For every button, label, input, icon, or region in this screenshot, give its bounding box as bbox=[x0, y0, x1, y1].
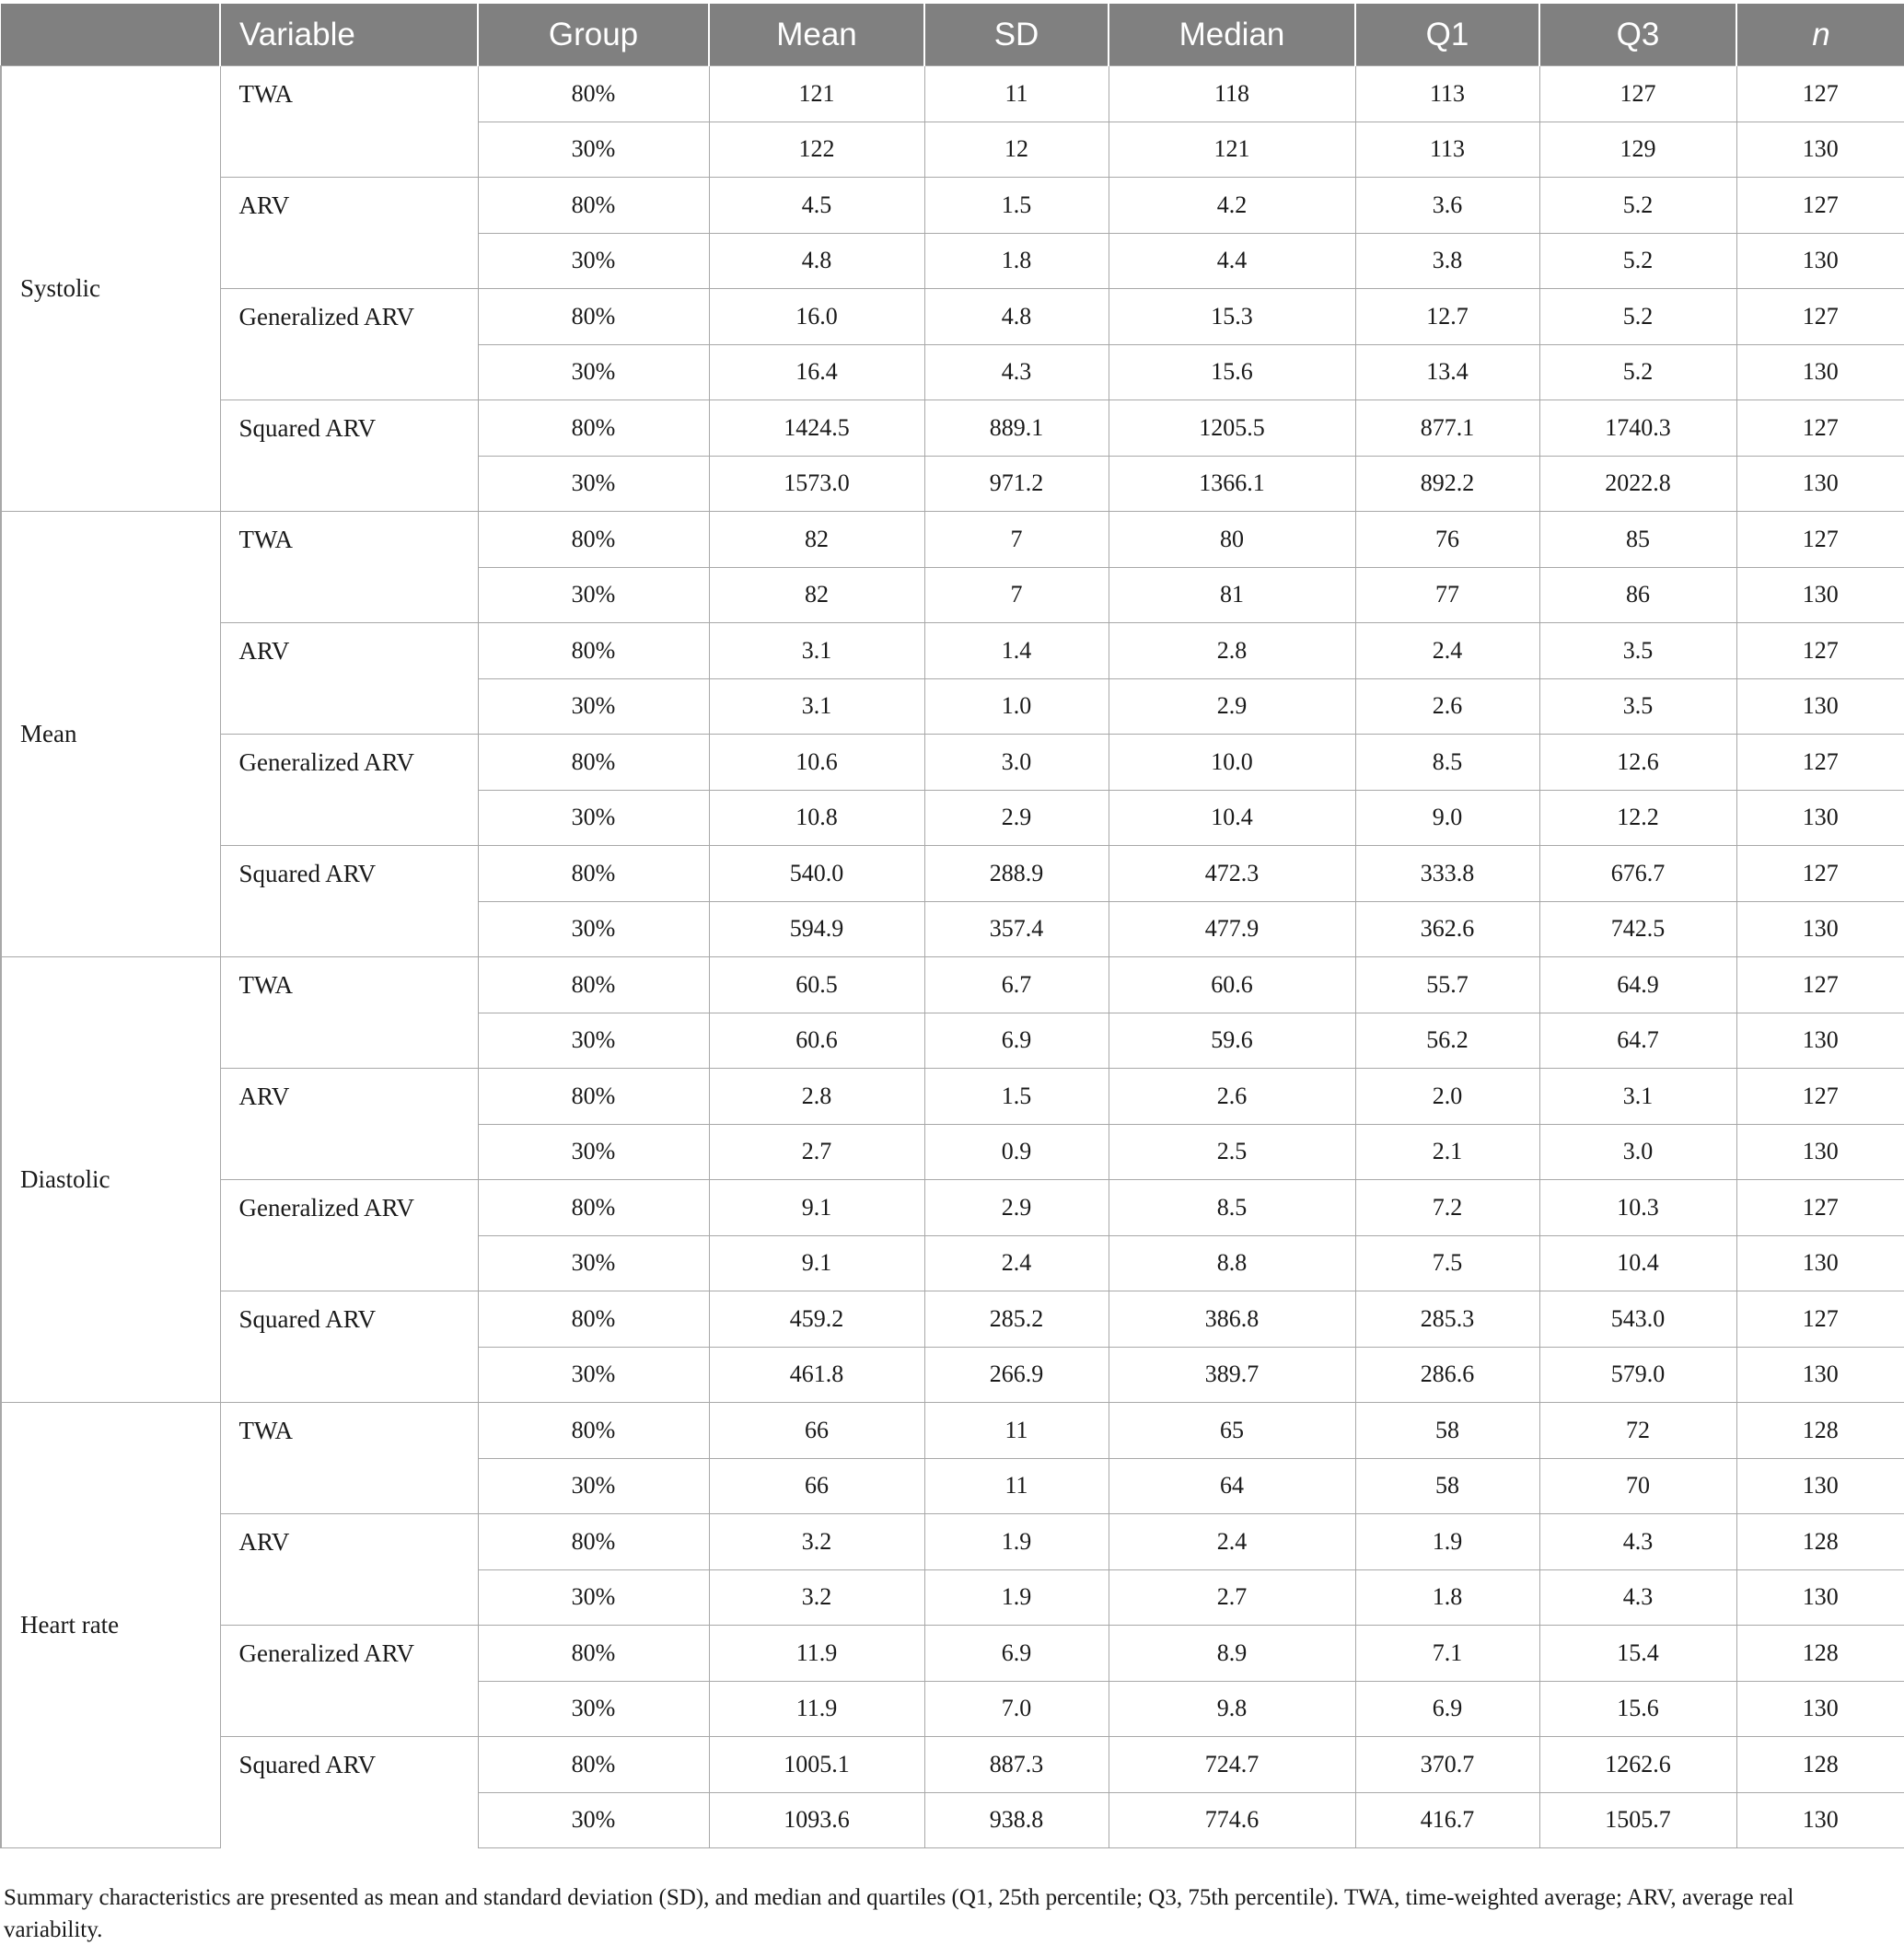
mean-cell: 1424.5 bbox=[709, 400, 924, 457]
median-cell: 4.2 bbox=[1109, 178, 1355, 234]
median-cell: 65 bbox=[1109, 1403, 1355, 1459]
median-cell: 724.7 bbox=[1109, 1737, 1355, 1793]
median-cell: 9.8 bbox=[1109, 1681, 1355, 1737]
mean-cell: 60.5 bbox=[709, 957, 924, 1013]
group-cell: 80% bbox=[478, 400, 709, 457]
mean-cell: 1573.0 bbox=[709, 456, 924, 512]
q3-cell: 5.2 bbox=[1539, 289, 1736, 345]
mean-cell: 66 bbox=[709, 1403, 924, 1459]
n-cell: 130 bbox=[1736, 1458, 1904, 1514]
q1-cell: 2.0 bbox=[1355, 1069, 1539, 1125]
table-row bbox=[1, 1069, 1904, 1125]
q3-cell: 3.0 bbox=[1539, 1124, 1736, 1180]
n-cell: 130 bbox=[1736, 678, 1904, 735]
n-cell: 127 bbox=[1736, 1291, 1904, 1348]
median-cell: 389.7 bbox=[1109, 1347, 1355, 1403]
q1-cell: 892.2 bbox=[1355, 456, 1539, 512]
table-row bbox=[1, 289, 1904, 345]
group-cell: 30% bbox=[478, 901, 709, 957]
subgroup-cell: Generalized ARV bbox=[220, 289, 478, 400]
median-cell: 64 bbox=[1109, 1458, 1355, 1514]
table-row bbox=[1, 1291, 1904, 1348]
n-cell: 127 bbox=[1736, 1180, 1904, 1236]
category-cell: Heart rate bbox=[1, 1403, 220, 1848]
sd-cell: 938.8 bbox=[924, 1792, 1109, 1848]
n-cell: 130 bbox=[1736, 1792, 1904, 1848]
header-row bbox=[1, 4, 1904, 66]
group-cell: 30% bbox=[478, 1347, 709, 1403]
group-cell: 80% bbox=[478, 512, 709, 568]
n-cell: 130 bbox=[1736, 233, 1904, 289]
median-cell: 2.4 bbox=[1109, 1514, 1355, 1570]
n-cell: 130 bbox=[1736, 344, 1904, 400]
sd-cell: 7.0 bbox=[924, 1681, 1109, 1737]
q3-cell: 4.3 bbox=[1539, 1514, 1736, 1570]
table-row bbox=[1, 623, 1904, 679]
group-cell: 30% bbox=[478, 1792, 709, 1848]
median-cell: 4.4 bbox=[1109, 233, 1355, 289]
sd-cell: 3.0 bbox=[924, 735, 1109, 791]
sd-cell: 4.8 bbox=[924, 289, 1109, 345]
sd-cell: 6.9 bbox=[924, 1626, 1109, 1682]
category-cell: Diastolic bbox=[1, 957, 220, 1403]
q1-cell: 77 bbox=[1355, 567, 1539, 623]
n-cell: 127 bbox=[1736, 623, 1904, 679]
summary-table bbox=[0, 4, 1904, 1848]
sd-cell: 1.5 bbox=[924, 178, 1109, 234]
q1-cell: 8.5 bbox=[1355, 735, 1539, 791]
group-cell: 80% bbox=[478, 1291, 709, 1348]
mean-cell: 10.8 bbox=[709, 790, 924, 846]
subgroup-cell: Squared ARV bbox=[220, 1291, 478, 1403]
group-cell: 30% bbox=[478, 122, 709, 178]
group-cell: 80% bbox=[478, 957, 709, 1013]
group-cell: 80% bbox=[478, 623, 709, 679]
q3-cell: 85 bbox=[1539, 512, 1736, 568]
mean-cell: 3.1 bbox=[709, 623, 924, 679]
group-cell: 30% bbox=[478, 1235, 709, 1291]
table-row bbox=[1, 1626, 1904, 1682]
sd-cell: 11 bbox=[924, 1403, 1109, 1459]
sd-cell: 2.9 bbox=[924, 790, 1109, 846]
subgroup-cell: Generalized ARV bbox=[220, 1626, 478, 1737]
header-blank bbox=[1, 4, 220, 66]
table-row bbox=[1, 957, 1904, 1013]
n-cell: 130 bbox=[1736, 1013, 1904, 1069]
q3-cell: 676.7 bbox=[1539, 846, 1736, 902]
group-cell: 80% bbox=[478, 735, 709, 791]
q1-cell: 7.5 bbox=[1355, 1235, 1539, 1291]
median-cell: 774.6 bbox=[1109, 1792, 1355, 1848]
subgroup-cell: Squared ARV bbox=[220, 846, 478, 957]
mean-cell: 4.8 bbox=[709, 233, 924, 289]
group-cell: 80% bbox=[478, 846, 709, 902]
q1-cell: 55.7 bbox=[1355, 957, 1539, 1013]
group-cell: 80% bbox=[478, 66, 709, 122]
table-row bbox=[1, 1180, 1904, 1236]
table-row bbox=[1, 400, 1904, 457]
q3-cell: 5.2 bbox=[1539, 344, 1736, 400]
subgroup-cell: TWA bbox=[220, 66, 478, 178]
q1-cell: 9.0 bbox=[1355, 790, 1539, 846]
mean-cell: 2.8 bbox=[709, 1069, 924, 1125]
q3-cell: 742.5 bbox=[1539, 901, 1736, 957]
q1-cell: 3.6 bbox=[1355, 178, 1539, 234]
mean-cell: 540.0 bbox=[709, 846, 924, 902]
median-cell: 1205.5 bbox=[1109, 400, 1355, 457]
table-row bbox=[1, 1403, 1904, 1459]
sd-cell: 6.7 bbox=[924, 957, 1109, 1013]
mean-cell: 122 bbox=[709, 122, 924, 178]
sd-cell: 11 bbox=[924, 66, 1109, 122]
table-row bbox=[1, 512, 1904, 568]
n-cell: 127 bbox=[1736, 957, 1904, 1013]
mean-cell: 16.4 bbox=[709, 344, 924, 400]
median-cell: 8.9 bbox=[1109, 1626, 1355, 1682]
q1-cell: 13.4 bbox=[1355, 344, 1539, 400]
q3-cell: 3.5 bbox=[1539, 623, 1736, 679]
mean-cell: 82 bbox=[709, 567, 924, 623]
subgroup-cell: ARV bbox=[220, 1069, 478, 1180]
sd-cell: 11 bbox=[924, 1458, 1109, 1514]
table-row bbox=[1, 846, 1904, 902]
sd-cell: 7 bbox=[924, 567, 1109, 623]
sd-cell: 0.9 bbox=[924, 1124, 1109, 1180]
q3-cell: 86 bbox=[1539, 567, 1736, 623]
sd-cell: 1.5 bbox=[924, 1069, 1109, 1125]
n-cell: 130 bbox=[1736, 1347, 1904, 1403]
q1-cell: 2.4 bbox=[1355, 623, 1539, 679]
table-body bbox=[1, 66, 1904, 1848]
n-cell: 127 bbox=[1736, 66, 1904, 122]
group-cell: 80% bbox=[478, 1626, 709, 1682]
q1-cell: 113 bbox=[1355, 66, 1539, 122]
q1-cell: 113 bbox=[1355, 122, 1539, 178]
sd-cell: 6.9 bbox=[924, 1013, 1109, 1069]
n-cell: 128 bbox=[1736, 1737, 1904, 1793]
median-cell: 8.5 bbox=[1109, 1180, 1355, 1236]
subgroup-cell: TWA bbox=[220, 512, 478, 623]
n-cell: 127 bbox=[1736, 289, 1904, 345]
q1-cell: 12.7 bbox=[1355, 289, 1539, 345]
n-cell: 127 bbox=[1736, 400, 1904, 457]
median-cell: 1366.1 bbox=[1109, 456, 1355, 512]
group-cell: 30% bbox=[478, 567, 709, 623]
data-table-container bbox=[0, 4, 1904, 1848]
median-cell: 2.6 bbox=[1109, 1069, 1355, 1125]
q3-cell: 543.0 bbox=[1539, 1291, 1736, 1348]
median-cell: 118 bbox=[1109, 66, 1355, 122]
mean-cell: 121 bbox=[709, 66, 924, 122]
header-mean: Mean bbox=[709, 4, 924, 66]
n-cell: 130 bbox=[1736, 567, 1904, 623]
q3-cell: 3.1 bbox=[1539, 1069, 1736, 1125]
group-cell: 30% bbox=[478, 1124, 709, 1180]
mean-cell: 4.5 bbox=[709, 178, 924, 234]
sd-cell: 4.3 bbox=[924, 344, 1109, 400]
median-cell: 81 bbox=[1109, 567, 1355, 623]
sd-cell: 2.9 bbox=[924, 1180, 1109, 1236]
q1-cell: 56.2 bbox=[1355, 1013, 1539, 1069]
n-cell: 130 bbox=[1736, 122, 1904, 178]
q3-cell: 129 bbox=[1539, 122, 1736, 178]
mean-cell: 66 bbox=[709, 1458, 924, 1514]
header-median: Median bbox=[1109, 4, 1355, 66]
q1-cell: 1.8 bbox=[1355, 1569, 1539, 1626]
q3-cell: 12.6 bbox=[1539, 735, 1736, 791]
q3-cell: 4.3 bbox=[1539, 1569, 1736, 1626]
subgroup-cell: Squared ARV bbox=[220, 1737, 478, 1848]
sd-cell: 1.9 bbox=[924, 1569, 1109, 1626]
group-cell: 30% bbox=[478, 456, 709, 512]
group-cell: 30% bbox=[478, 233, 709, 289]
median-cell: 15.6 bbox=[1109, 344, 1355, 400]
sd-cell: 288.9 bbox=[924, 846, 1109, 902]
group-cell: 30% bbox=[478, 1569, 709, 1626]
n-cell: 130 bbox=[1736, 901, 1904, 957]
mean-cell: 11.9 bbox=[709, 1626, 924, 1682]
mean-cell: 1005.1 bbox=[709, 1737, 924, 1793]
q1-cell: 2.6 bbox=[1355, 678, 1539, 735]
median-cell: 10.4 bbox=[1109, 790, 1355, 846]
q1-cell: 285.3 bbox=[1355, 1291, 1539, 1348]
mean-cell: 3.2 bbox=[709, 1569, 924, 1626]
sd-cell: 12 bbox=[924, 122, 1109, 178]
sd-cell: 7 bbox=[924, 512, 1109, 568]
q1-cell: 7.2 bbox=[1355, 1180, 1539, 1236]
q3-cell: 5.2 bbox=[1539, 178, 1736, 234]
group-cell: 30% bbox=[478, 1458, 709, 1514]
median-cell: 15.3 bbox=[1109, 289, 1355, 345]
group-cell: 80% bbox=[478, 1180, 709, 1236]
sd-cell: 266.9 bbox=[924, 1347, 1109, 1403]
sd-cell: 357.4 bbox=[924, 901, 1109, 957]
q1-cell: 58 bbox=[1355, 1458, 1539, 1514]
mean-cell: 10.6 bbox=[709, 735, 924, 791]
q3-cell: 64.7 bbox=[1539, 1013, 1736, 1069]
q3-cell: 15.6 bbox=[1539, 1681, 1736, 1737]
n-cell: 128 bbox=[1736, 1403, 1904, 1459]
median-cell: 2.5 bbox=[1109, 1124, 1355, 1180]
table-row bbox=[1, 1737, 1904, 1793]
q3-cell: 127 bbox=[1539, 66, 1736, 122]
q3-cell: 579.0 bbox=[1539, 1347, 1736, 1403]
q3-cell: 5.2 bbox=[1539, 233, 1736, 289]
n-cell: 127 bbox=[1736, 846, 1904, 902]
q1-cell: 286.6 bbox=[1355, 1347, 1539, 1403]
mean-cell: 594.9 bbox=[709, 901, 924, 957]
q3-cell: 70 bbox=[1539, 1458, 1736, 1514]
q1-cell: 6.9 bbox=[1355, 1681, 1539, 1737]
table-row bbox=[1, 66, 1904, 122]
median-cell: 59.6 bbox=[1109, 1013, 1355, 1069]
q1-cell: 2.1 bbox=[1355, 1124, 1539, 1180]
median-cell: 121 bbox=[1109, 122, 1355, 178]
q3-cell: 1262.6 bbox=[1539, 1737, 1736, 1793]
q1-cell: 3.8 bbox=[1355, 233, 1539, 289]
median-cell: 10.0 bbox=[1109, 735, 1355, 791]
q3-cell: 10.4 bbox=[1539, 1235, 1736, 1291]
n-cell: 127 bbox=[1736, 178, 1904, 234]
q1-cell: 76 bbox=[1355, 512, 1539, 568]
q3-cell: 12.2 bbox=[1539, 790, 1736, 846]
group-cell: 30% bbox=[478, 790, 709, 846]
table-footnote: Summary characteristics are presented as mean and standard deviation (SD), and median and quartiles (Q1, 25th percentile; Q3, 75th percentile). TWA, time-weighted average; ARV, average real variability. bbox=[4, 1885, 1794, 1942]
subgroup-cell: ARV bbox=[220, 623, 478, 735]
subgroup-cell: Generalized ARV bbox=[220, 1180, 478, 1291]
median-cell: 8.8 bbox=[1109, 1235, 1355, 1291]
subgroup-cell: ARV bbox=[220, 178, 478, 289]
n-cell: 130 bbox=[1736, 1569, 1904, 1626]
median-cell: 477.9 bbox=[1109, 901, 1355, 957]
n-cell: 127 bbox=[1736, 512, 1904, 568]
sd-cell: 2.4 bbox=[924, 1235, 1109, 1291]
table-row bbox=[1, 178, 1904, 234]
q3-cell: 15.4 bbox=[1539, 1626, 1736, 1682]
mean-cell: 461.8 bbox=[709, 1347, 924, 1403]
category-cell: Systolic bbox=[1, 66, 220, 512]
mean-cell: 9.1 bbox=[709, 1180, 924, 1236]
q1-cell: 877.1 bbox=[1355, 400, 1539, 457]
n-cell: 130 bbox=[1736, 1235, 1904, 1291]
sd-cell: 887.3 bbox=[924, 1737, 1109, 1793]
q1-cell: 362.6 bbox=[1355, 901, 1539, 957]
q3-cell: 1740.3 bbox=[1539, 400, 1736, 457]
header-q3: Q3 bbox=[1539, 4, 1736, 66]
sd-cell: 1.8 bbox=[924, 233, 1109, 289]
median-cell: 472.3 bbox=[1109, 846, 1355, 902]
group-cell: 80% bbox=[478, 1737, 709, 1793]
median-cell: 386.8 bbox=[1109, 1291, 1355, 1348]
header-n: n bbox=[1736, 4, 1904, 66]
sd-cell: 1.9 bbox=[924, 1514, 1109, 1570]
header-group: Group bbox=[478, 4, 709, 66]
mean-cell: 459.2 bbox=[709, 1291, 924, 1348]
q1-cell: 7.1 bbox=[1355, 1626, 1539, 1682]
group-cell: 30% bbox=[478, 344, 709, 400]
group-cell: 30% bbox=[478, 1681, 709, 1737]
group-cell: 30% bbox=[478, 678, 709, 735]
q3-cell: 1505.7 bbox=[1539, 1792, 1736, 1848]
mean-cell: 9.1 bbox=[709, 1235, 924, 1291]
mean-cell: 60.6 bbox=[709, 1013, 924, 1069]
subgroup-cell: Generalized ARV bbox=[220, 735, 478, 846]
median-cell: 60.6 bbox=[1109, 957, 1355, 1013]
q3-cell: 3.5 bbox=[1539, 678, 1736, 735]
group-cell: 80% bbox=[478, 1069, 709, 1125]
subgroup-cell: Squared ARV bbox=[220, 400, 478, 512]
q3-cell: 2022.8 bbox=[1539, 456, 1736, 512]
table-row bbox=[1, 735, 1904, 791]
sd-cell: 889.1 bbox=[924, 400, 1109, 457]
q1-cell: 333.8 bbox=[1355, 846, 1539, 902]
sd-cell: 971.2 bbox=[924, 456, 1109, 512]
q3-cell: 64.9 bbox=[1539, 957, 1736, 1013]
n-cell: 130 bbox=[1736, 790, 1904, 846]
mean-cell: 3.2 bbox=[709, 1514, 924, 1570]
group-cell: 30% bbox=[478, 1013, 709, 1069]
mean-cell: 11.9 bbox=[709, 1681, 924, 1737]
subgroup-cell: TWA bbox=[220, 957, 478, 1069]
sd-cell: 285.2 bbox=[924, 1291, 1109, 1348]
q1-cell: 1.9 bbox=[1355, 1514, 1539, 1570]
median-cell: 80 bbox=[1109, 512, 1355, 568]
q3-cell: 10.3 bbox=[1539, 1180, 1736, 1236]
median-cell: 2.7 bbox=[1109, 1569, 1355, 1626]
category-cell: Mean bbox=[1, 512, 220, 957]
mean-cell: 3.1 bbox=[709, 678, 924, 735]
mean-cell: 82 bbox=[709, 512, 924, 568]
sd-cell: 1.0 bbox=[924, 678, 1109, 735]
header-sd: SD bbox=[924, 4, 1109, 66]
mean-cell: 16.0 bbox=[709, 289, 924, 345]
header-q1: Q1 bbox=[1355, 4, 1539, 66]
median-cell: 2.9 bbox=[1109, 678, 1355, 735]
n-cell: 127 bbox=[1736, 735, 1904, 791]
group-cell: 80% bbox=[478, 1514, 709, 1570]
q1-cell: 416.7 bbox=[1355, 1792, 1539, 1848]
n-cell: 127 bbox=[1736, 1069, 1904, 1125]
n-cell: 130 bbox=[1736, 456, 1904, 512]
subgroup-cell: ARV bbox=[220, 1514, 478, 1626]
n-cell: 130 bbox=[1736, 1681, 1904, 1737]
sd-cell: 1.4 bbox=[924, 623, 1109, 679]
group-cell: 80% bbox=[478, 1403, 709, 1459]
q3-cell: 72 bbox=[1539, 1403, 1736, 1459]
group-cell: 80% bbox=[478, 178, 709, 234]
n-cell: 128 bbox=[1736, 1626, 1904, 1682]
q1-cell: 58 bbox=[1355, 1403, 1539, 1459]
mean-cell: 1093.6 bbox=[709, 1792, 924, 1848]
table-row bbox=[1, 1514, 1904, 1570]
group-cell: 80% bbox=[478, 289, 709, 345]
median-cell: 2.8 bbox=[1109, 623, 1355, 679]
q1-cell: 370.7 bbox=[1355, 1737, 1539, 1793]
subgroup-cell: TWA bbox=[220, 1403, 478, 1514]
n-cell: 130 bbox=[1736, 1124, 1904, 1180]
header-variable: Variable bbox=[220, 4, 478, 66]
n-cell: 128 bbox=[1736, 1514, 1904, 1570]
mean-cell: 2.7 bbox=[709, 1124, 924, 1180]
